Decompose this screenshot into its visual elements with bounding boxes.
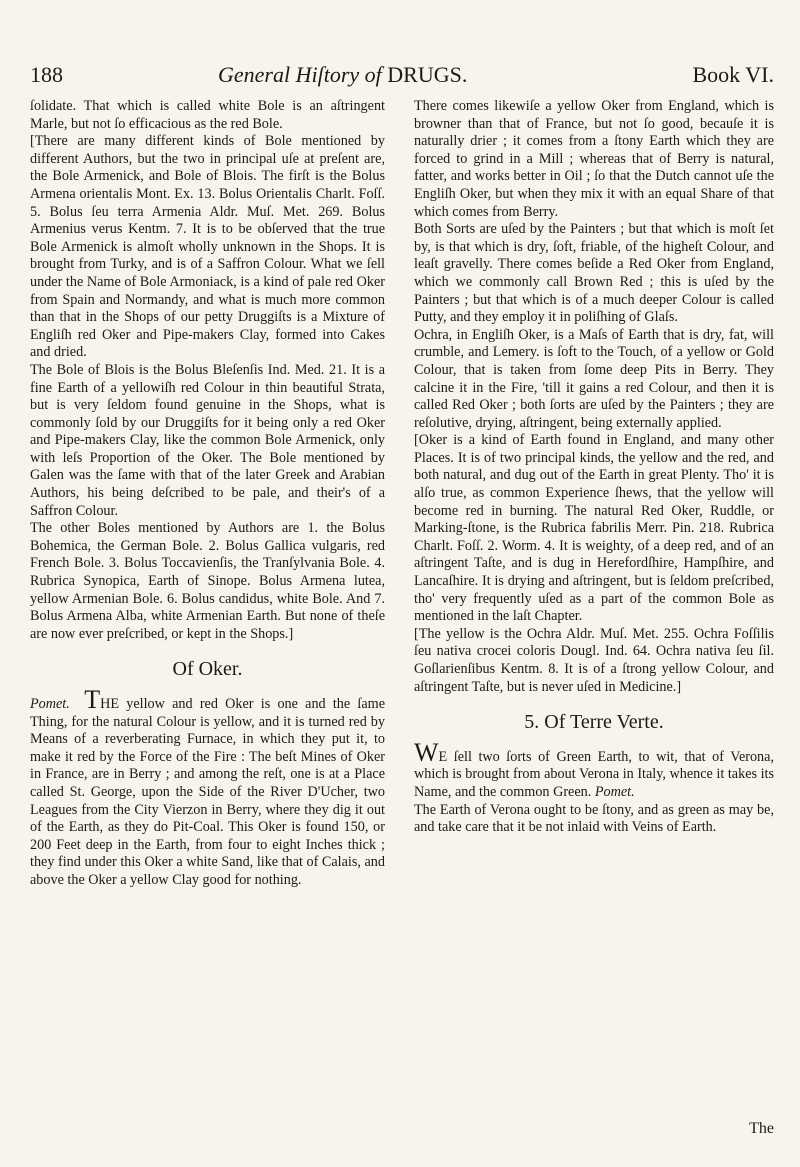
paragraph: The other Boles mentioned by Authors are 1. the Bolus Bohemica, the German Bole. 2. Bolus Gallica vulgaris, red French Bole. 3. Bolus Toccavienſis, the Tranſylvania Bole. 4. Rubrica Synopica, Earth of Sinope. Bolus Armena lutea, yellow Armenian Bole. 6. Bolus candidus, white Bole. And 7. Bolus Armena Alba, white Armenian Earth. But none of theſe are now ever preſcribed, or kept in the Shops.] (30, 520, 385, 642)
catchword: The (749, 1120, 774, 1137)
paragraph: [The yellow is the Ochra Aldr. Muſ. Met. 255. Ochra Foſſilis ſeu nativa crocei coloris Dougl. Ind. 64. Ochra nativa ſeu ſil. Goſlarienſibus Kentm. 8. It is of a ſtrong yellow Colour, and aſtringent Taſte, but is never uſed in Medicine.] (414, 625, 774, 695)
margin-note: Pomet. (594, 783, 635, 800)
paragraph (414, 737, 774, 802)
paragraph: ſolidate. That which is called white Bole is an aſtringent Marle, but not ſo efficacious as the red Bole. (30, 98, 385, 132)
paragraph: There comes likewiſe a yellow Oker from England, which is browner than that of France, but not ſo good, becauſe it is naturally drier ; it comes from a ſtony Earth which they are forced to grind in a Mill ; whereas that of Berry is natural, fatter, and works better in Oil ; ſo that the Dutch cannot uſe the Engliſh Oker, but when they mix it with an equal Share of that which comes from Berry. (414, 98, 774, 220)
paragraph: [Oker is a kind of Earth found in England, and many other Places. It is of two principal kinds, the yellow and the red, and both natural, and dug out of the Earth in great Plenty. Tho' it is alſo true, as common Experience ſhews, that the yellow will become red in burning. The natural Red Oker, Ruddle, or Marking-ſtone, is the Rubrica fabrilis Merr. Pin. 218. Rubrica Charlt. Foſſ. 2. Worm. 4. It is weighty, of a deep red, and of an aſtringent Taſte, and is dug in Herefordſhire, Hampſhire, and Lancaſhire. It is drying and aſtringent, but is ſeldom preſcribed, tho' very frequently uſed as a part of the common Bole as mentioned in the laſt Chapter. (414, 432, 774, 625)
paragraph-text: E ſell two ſorts of Green Earth, to wit, that of Verona, which is brought from about Verona in Italy, whence it takes its Name, and the common Green. (414, 748, 774, 800)
paragraph: [There are many different kinds of Bole mentioned by different Authors, but the two in principal uſe at preſent are, the Bole Armenick, and Bole of Blois. The firſt is the Bolus Armena orientalis Mont. Ex. 13. Bolus Orientalis Charlt. Foſſ. 5. Bolus ſeu terra Armenia Aldr. Muſ. Met. 269. Bolus Armenius verus Kentm. 7. It is to be obſerved that the true Bole Armenick is almoſt wholly unknown in the Shops. It is brought from Turky, and is of a Saffron Colour. What we ſell under the Name of Bole Armoniack, is a kind of pale red Oker from Spain and Normandy, and what is much more common than that in the Shops of our petty Druggiſts is a Mixture of Engliſh red Oker and Pipe-makers Clay, formed into Cakes and dried. (30, 133, 385, 361)
paragraph: The Bole of Blois is the Bolus Bleſenſis Ind. Med. 21. It is a fine Earth of a yellowiſh red Colour in thin beautiful Strata, but is very ſeldom found genuine in the Shops, what is commonly ſold by our Druggiſts for it being only a red Oker and Pipe-makers Clay, like the common Bole Armenick, only with leſs Proportion of the Oker. The Bole mentioned by Galen was the ſame with that of the later Greek and Arabian Authors, his being deſcribed to be pale, and their's of a Saffron Colour. (30, 361, 385, 519)
running-title (218, 62, 467, 88)
book-number: Book VI. (692, 62, 774, 87)
paragraph: Both Sorts are uſed by the Painters ; but that which is moſt ſet by, is that which is dry, ſoft, friable, of the higheſt Colour, and leaſt gravelly. There comes beſide a Red Oker from England, which we commonly call Brown Red ; this is uſed by the Painters ; but that which is of a much deeper Colour is called Putty, and they employ it in poliſhing of Glaſs. (414, 221, 774, 326)
paragraph: Ochra, in Engliſh Oker, is a Maſs of Earth that is dry, fat, will crumble, and Lemery. is ſoft to the Touch, of a yellow or Gold Colour, that is taken from ſome deep Pits in Berry. They calcine it in the Fire, 'till it gains a red Colour, and then it is called Red Oker ; both ſorts are uſed by the Painters ; they are reſolutive, drying, aſtringent, being externally applied. (414, 326, 774, 431)
drop-cap: W (414, 737, 439, 767)
paragraph-text: HE yellow and red Oker is one and the ſame Thing, for the natural Colour is yellow, and it is turned red by Means of a reverberating Furnace, in which they put it, to make it red by the Force of the Fire : The beſt Mines of Oker in France, are in Berry ; and among the reſt, one is at a Place called St. George, upon the Side of the River D'Ucher, two Leagues from the City Vierzon in Berry, where they dig it out of the Earth, as they do Pit-Coal. This Oker is found 150, or 200 Feet deep in the Earth, from four to eight Inches thick ; they find under this Oker a white Sand, like that of Calais, and above the Oker a yellow Clay good for nothing. (30, 696, 385, 888)
running-title-caps: DRUGS. (387, 62, 468, 87)
section-heading: 5. Of Terre Verte. (524, 711, 664, 734)
margin-note: Pomet. (30, 696, 70, 712)
running-title-italic: General Hiſtory of (218, 62, 382, 87)
left-column (30, 98, 385, 890)
section-heading: Of Oker. (172, 658, 243, 681)
running-header (30, 62, 774, 90)
right-column (414, 98, 774, 837)
drop-cap: T (84, 685, 101, 714)
paragraph: The Earth of Verona ought to be ſtony, and as green as may be, and take care that it be not inlaid with Veins of Earth. (414, 801, 774, 836)
page-number: 188 (30, 62, 63, 87)
paragraph (30, 685, 385, 890)
